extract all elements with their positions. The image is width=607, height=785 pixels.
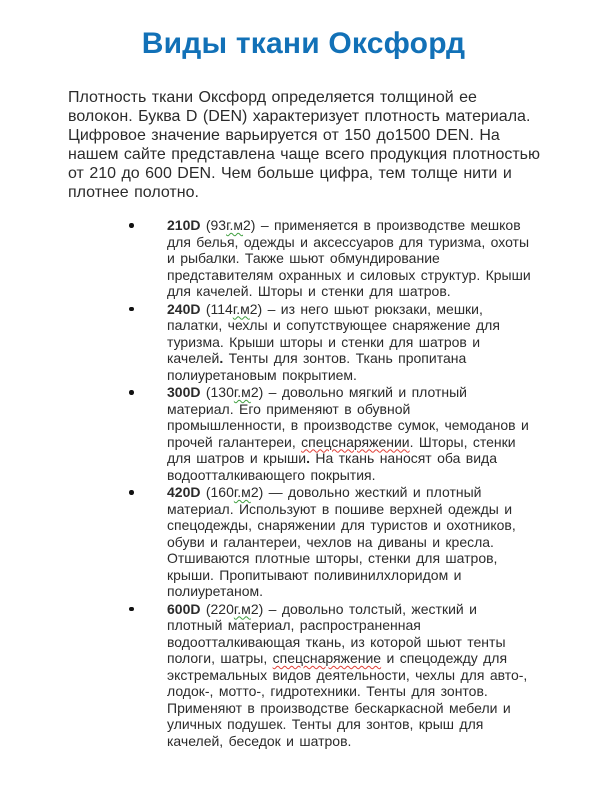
bold-text: . [306,450,310,466]
body-text: (130 [200,384,234,400]
density-list-item-240d [167,301,533,384]
body-text: 2) — довольно жесткий и плотный материал. Используют в пошиве верхней одежды и спецодежды, снаряжении для туристов и охотников, обуви и галантереи, чехлов на диваны и кресла. Отшиваются плотные шторы, стенки для шатров, крыши. Пропитывают поливинилхлоридом и полиуретаном. [167,484,516,599]
body-text: и спецодежду для экстремальных видов деятельности, чехлы для авто-, лодок-, мотто-, гидротехники. Тенты для зонтов. Применяют в производстве бескаркасной мебели и уличных подушек. Тенты для зонтов, крыш для качелей, беседок и шатров. [167,650,528,749]
density-label: 210D [167,217,201,233]
density-list-item-210d [167,217,533,300]
misspelled-text: спецснаряжение [272,650,382,666]
page-title: Виды ткани Оксфорд [141,27,466,60]
body-text: Тенты для зонтов. Ткань пропитана полиуретановым покрытием. [167,350,467,383]
body-text: 2) – применяется в производстве мешков для белья, одежды и аксессуаров для туризма, охоты и рыбалки. Также шьют обмундирование представителям охранных и силовых структур. Крыши для качелей. Шторы и стенки для шатров. [167,217,531,299]
density-list-item-420d [167,484,533,600]
body-text: 2) – довольно толстый, жесткий и плотный материал, распространенная водоотталкивающая ткань, из которой шьют тенты пологи, шатры, [167,600,506,666]
density-label: 420D [167,484,201,500]
grammar-flagged-text: г.м [232,300,250,317]
grammar-flagged-text: г.м [233,600,251,617]
body-text: (114 [200,300,233,317]
body-text: (160 [200,484,234,500]
grammar-flagged-text: г.м [226,217,244,233]
body-text: 2) – из него шьют рюкзаки, мешки, палатки, чехлы и сопутствующее снаряжение для туризма. Крыши шторы и стенки для шатров и качелей [167,300,500,366]
grammar-flagged-text: г.м [233,384,251,400]
density-list-item-300d [167,384,533,483]
grammar-flagged-text: г.м [233,484,251,500]
bold-text: . [219,350,224,366]
body-text: . Шторы, стенки для шатров и крыши [167,433,516,466]
density-label: 300D [167,384,201,400]
body-text: На ткань наносят оба вида водоотталкивающего покрытия. [167,450,497,483]
body-text: 2) – довольно мягкий и плотный материал. Его применяют в обувной промышленности, в производстве сумок, чемоданов и прочей галантереи, [167,384,529,450]
density-label: 600D [167,600,201,617]
density-list-item-600d [167,601,533,750]
density-list [167,217,533,750]
body-text: (220 [200,600,234,617]
density-label: 240D [167,300,201,317]
intro-paragraph: Плотность ткани Оксфорд определяется толщиной ее волокон. Буква D (DEN) характеризует плотность материала. Цифровое значение варьируется от 150 до1500 DEN. На нашем сайте представлена чаще всего продукция плотностью от 210 до 600 DEN. Чем больше цифра, тем толще нити и плотнее полотно. [68,89,540,201]
misspelled-text: спецснаряжении [301,433,410,450]
body-text: (93 [200,217,227,233]
